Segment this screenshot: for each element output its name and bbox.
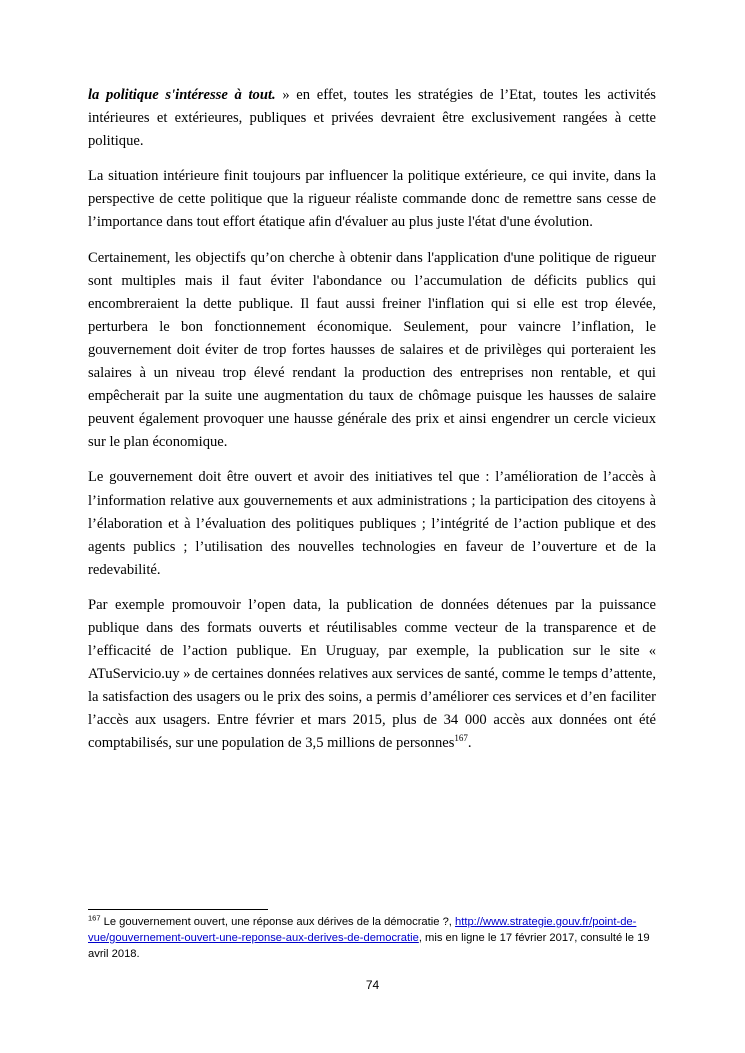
footnote bbox=[88, 914, 656, 962]
footnote-separator bbox=[88, 909, 268, 910]
footnote-link[interactable]: http://www.strategie.gouv.fr/point-de-vue/gouvernement-ouvert-une-reponse-aux-derives-de-democratie bbox=[88, 916, 637, 944]
paragraph-4: Le gouvernement doit être ouvert et avoir des initiatives tel que : l’amélioration de l’accès à l’information relative aux gouvernements et aux administrations ; la participation des citoyens à l’élaboration et à l’évaluation des politiques publiques ; l’intégrité de l’action publique et des agents publics ; l’utilisation des nouvelles technologies en faveur de l’ouverture et de la redevabilité. bbox=[88, 469, 656, 578]
footnote-text-before: Le gouvernement ouvert, une réponse aux dérives de la démocratie ?, bbox=[100, 916, 456, 928]
paragraph-5-text: Par exemple promouvoir l’open data, la publication de données détenues par la puissance publique dans des formats ouverts et réutilisables comme vecteur de la transparence et de l’efficacité de l’action publique. En Uruguay, par exemple, la publication sur le site « ATuServicio.uy » de certaines données relatives aux services de santé, comme le temps d’attente, la satisfaction des usagers ou le prix des soins, a permis d’améliorer ces services et d’en faciliter l’accès aux usagers. Entre février et mars 2015, plus de 34 000 accès aux données ont été comptabilisés, sur une population de 3,5 millions de personnes bbox=[88, 596, 656, 752]
paragraph-5-end: . bbox=[467, 735, 472, 752]
document-body bbox=[88, 84, 656, 768]
paragraph-1-text: » en effet, toutes les stratégies de l’Etat, toutes les activités intérieures et extérieures, publiques et privées devraient être exclusivement rangées à cette politique. bbox=[88, 87, 656, 150]
paragraph-3: Certainement, les objectifs qu’on cherche à obtenir dans l'application d'une politique de rigueur sont multiples mais il faut éviter l'abondance ou l’accumulation de déficits publics qui encombreraient la dette publique. Il faut aussi freiner l'inflation qui si elle est trop élevée, perturbera le bon fonctionnement économique. Seulement, pour vaincre l’inflation, le gouvernement doit éviter de trop fortes hausses de salaires et de privilèges qui porteraient les salaires à un niveau trop élevé rendant la production des entreprises non rentable, et qui empêcherait par la suite une augmentation du taux de chômage puisque les hausses de salaire peuvent également provoquer une hausse générale des prix et ainsi engendrer un cercle vicieux sur le plan économique. bbox=[88, 249, 656, 451]
paragraph-5 bbox=[88, 594, 656, 756]
paragraph-2: La situation intérieure finit toujours par influencer la politique extérieure, ce qui invite, dans la perspective de cette politique que la rigueur réaliste commande donc de remettre sans cesse de l’importance dans tout effort étatique afin d'évaluer au plus juste l'état d'une évolution. bbox=[88, 168, 656, 231]
paragraph-1 bbox=[88, 84, 656, 153]
page-number: 74 bbox=[365, 978, 380, 992]
footnote-reference[interactable]: 167 bbox=[454, 733, 468, 744]
footnote-number: 167 bbox=[88, 913, 101, 923]
paragraph-1-emphasis: la politique s'intéresse à tout. bbox=[88, 87, 276, 103]
footnote-text-after: , mis en ligne le 17 février 2017, consulté le 19 avril 2018. bbox=[88, 932, 650, 960]
